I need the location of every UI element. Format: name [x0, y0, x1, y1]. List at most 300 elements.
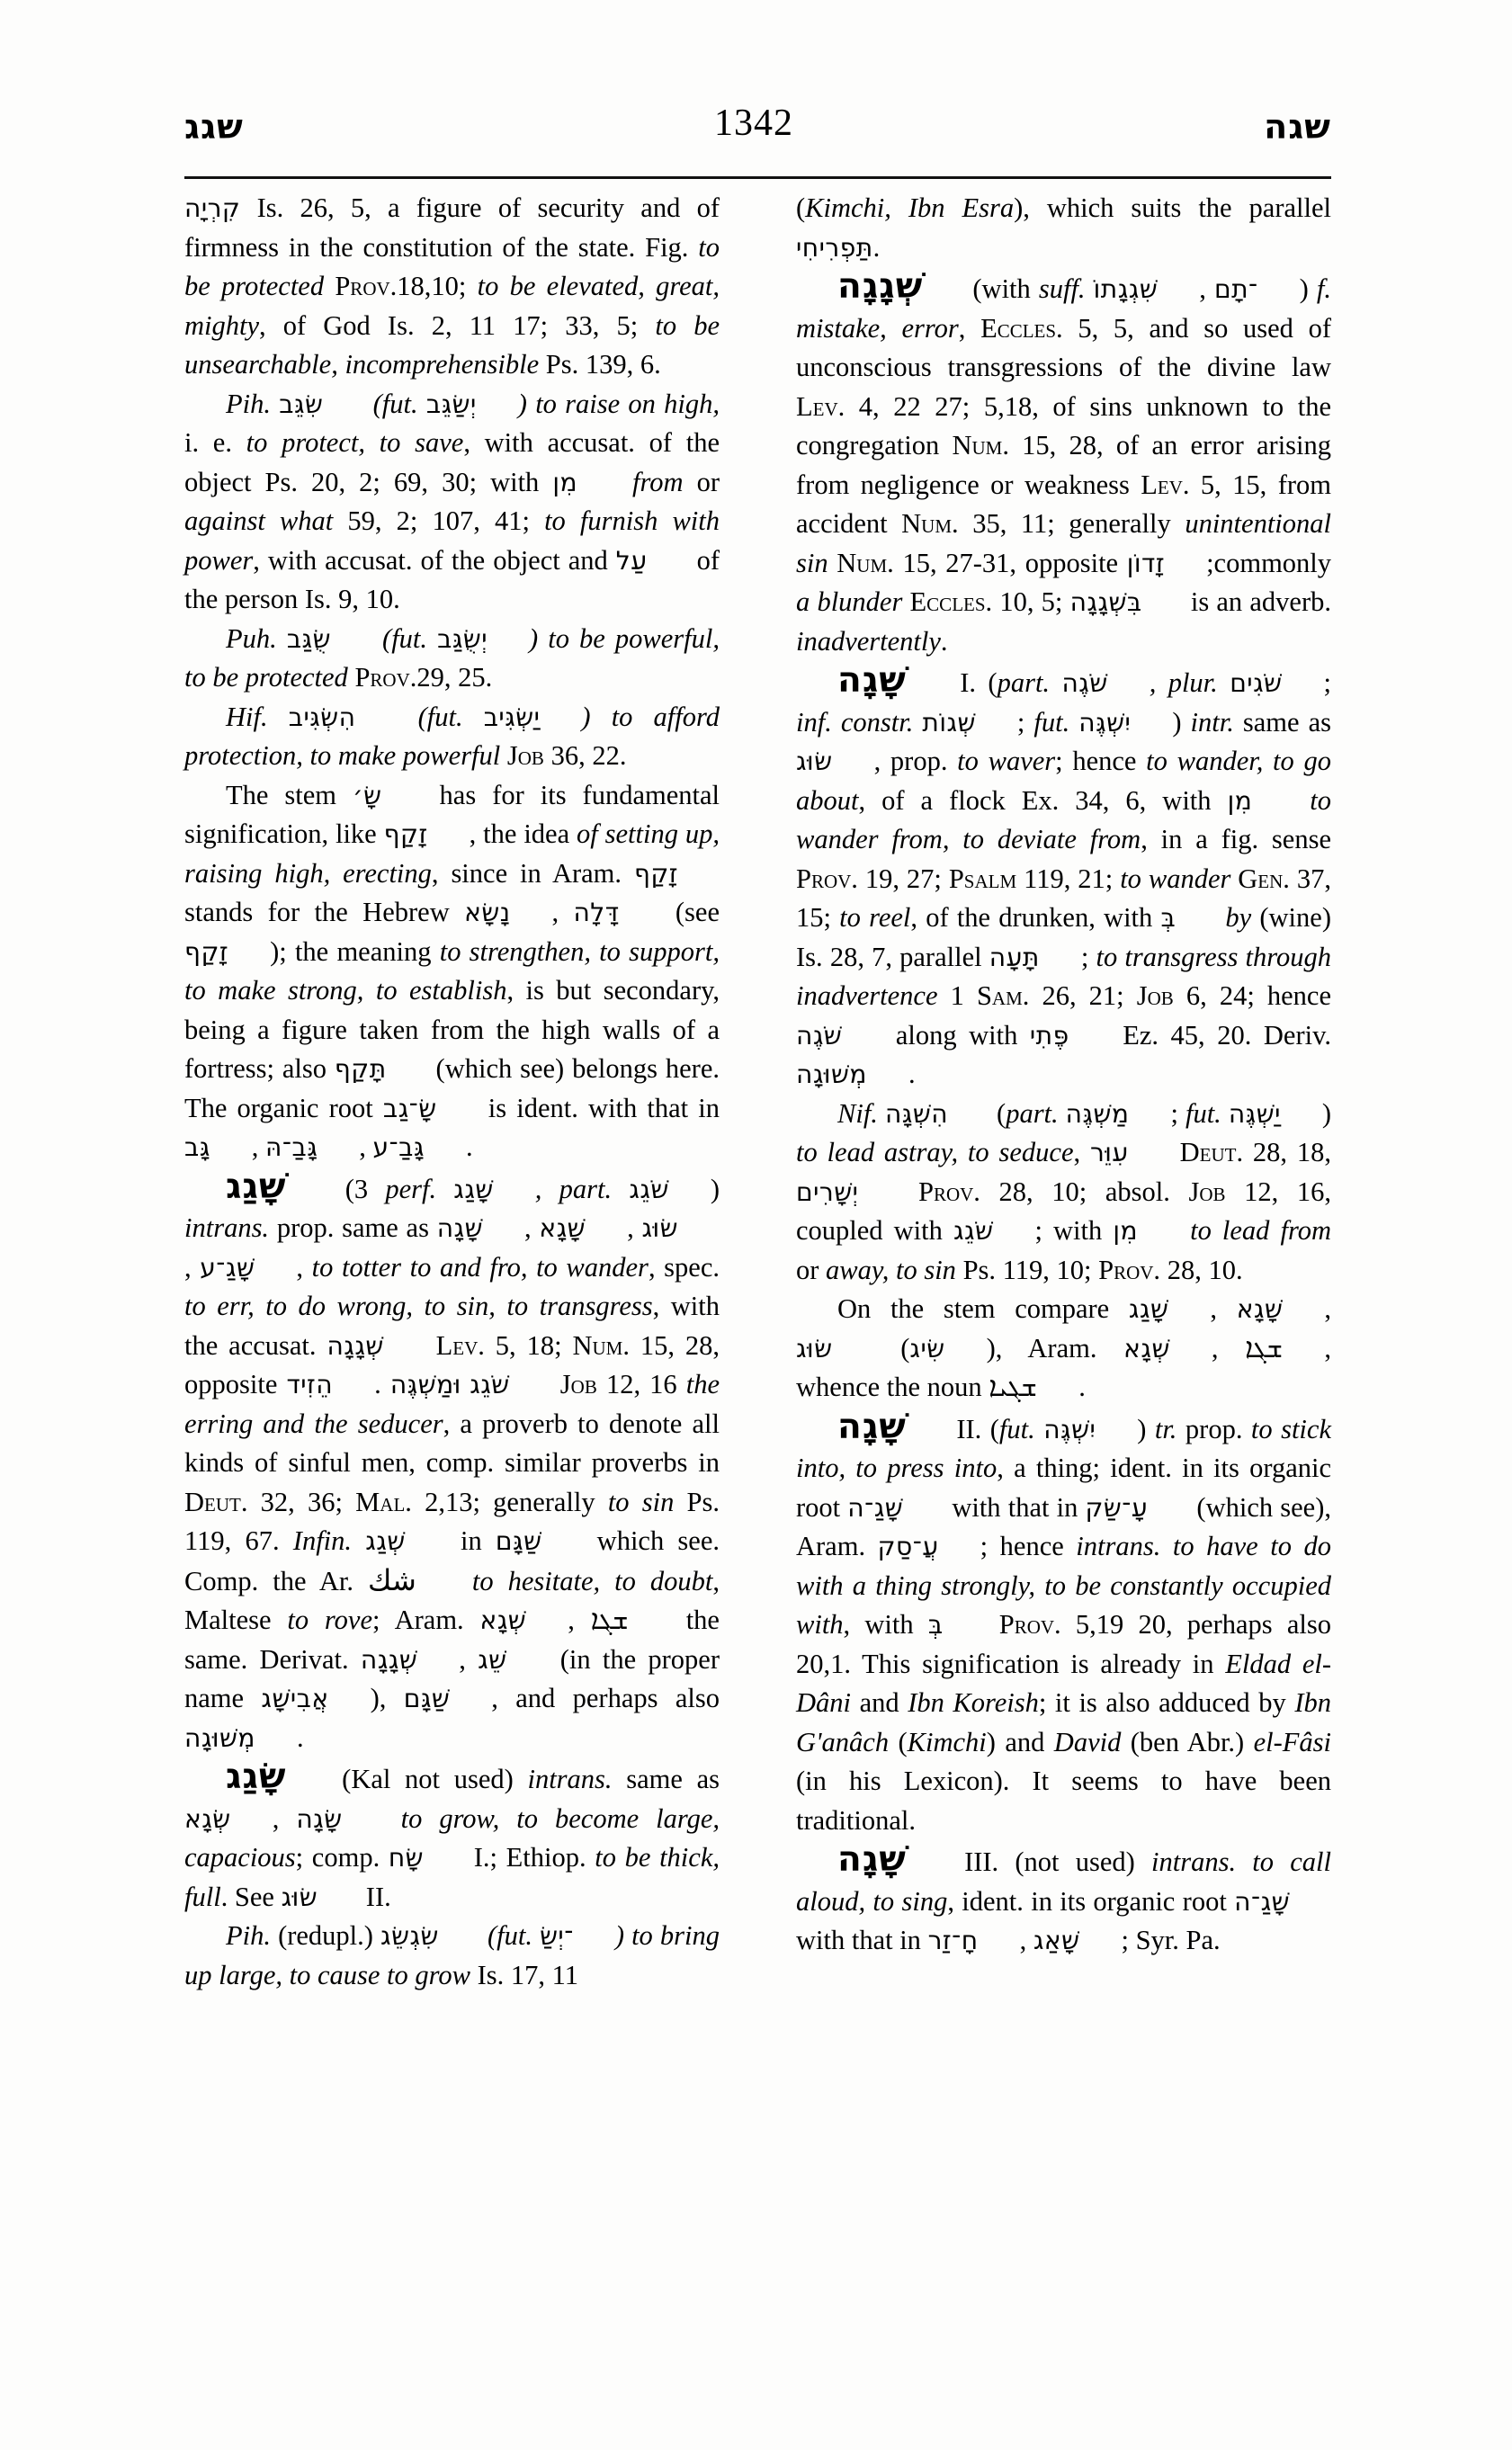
- hebrew-word: הֵזִיד: [286, 1370, 334, 1399]
- hebrew-word: מְשׁוּגָה: [796, 1060, 867, 1089]
- text-run: ,: [568, 1605, 591, 1635]
- italic-run: Ibn G'anâch: [796, 1687, 1331, 1757]
- hebrew-word: שְׁגַג: [365, 1526, 406, 1556]
- hebrew-word: תַּפְרִיחִי: [796, 232, 873, 263]
- reference-abbrev: Job: [559, 1369, 597, 1399]
- hebrew-word: שָׁגָא: [1236, 1294, 1284, 1324]
- text-run: ); the meaning: [270, 935, 440, 967]
- text-run: , a thing; ident. in its organic root: [796, 1453, 1332, 1523]
- text-run: ,: [1210, 1293, 1237, 1324]
- text-run: ,: [1199, 273, 1214, 304]
- text-run: ,: [958, 312, 981, 344]
- italic-run: tr.: [1154, 1413, 1185, 1444]
- running-head: [184, 88, 1331, 147]
- text-run: (redupl.): [278, 1920, 381, 1951]
- text-run: 19, 27;: [857, 863, 949, 894]
- text-run: , Maltese: [184, 1565, 720, 1635]
- text-run: 59, 2; 107, 41;: [347, 505, 545, 536]
- hebrew-word: גָּבַ־ע: [372, 1132, 425, 1162]
- entry-paragraph: [184, 1757, 720, 1917]
- italic-run: to err, to do wrong, to sin, to transgress: [184, 1291, 653, 1321]
- hebrew-word: שְׁגָגָה: [327, 1330, 384, 1361]
- reference-abbrev: Prov.: [1098, 1254, 1161, 1285]
- italic-run: to stick into, to press into: [796, 1413, 1331, 1483]
- text-run: .: [374, 1369, 390, 1399]
- italic-run: intrans. to call aloud, to sing: [796, 1846, 1331, 1917]
- hebrew-word: שִׂגְשֵׂג: [380, 1921, 439, 1951]
- text-run: [458, 1566, 472, 1596]
- hebrew-word: שׂוּג: [796, 747, 833, 776]
- reference-abbrev: Eccles.: [909, 586, 993, 617]
- entry-paragraph: [184, 385, 720, 620]
- hebrew-word: שֹׁגֵג: [629, 1174, 669, 1204]
- hebrew-word: שׂוּג: [641, 1213, 679, 1243]
- text-run: ),: [370, 1683, 404, 1713]
- text-run: 5, 15, from accident: [796, 469, 1331, 539]
- text-run: ; Aram.: [371, 1605, 480, 1635]
- reference-abbrev: Deut.: [184, 1486, 248, 1517]
- text-run: ,: [523, 1212, 540, 1243]
- italic-run: by: [1217, 902, 1260, 933]
- italic-run: fut.: [1185, 1097, 1229, 1129]
- reference-abbrev: Sam.: [976, 980, 1030, 1011]
- text-run: , a proverb to denote all kinds of sinful men, comp. similar proverbs in: [184, 1408, 720, 1478]
- text-run: The stem: [226, 779, 353, 810]
- italic-run: to lead from: [1179, 1215, 1332, 1246]
- reference-abbrev: Lev.: [435, 1329, 485, 1361]
- text-run: II. (: [947, 1413, 999, 1444]
- text-run: Ez. 45, 20. Deriv.: [1110, 1019, 1331, 1051]
- hebrew-word: פֶּתִי: [1029, 1020, 1069, 1051]
- italic-run: fut.: [1033, 706, 1079, 738]
- reference-abbrev: Gen.: [1238, 863, 1290, 894]
- italic-run: f. mistake, error: [796, 273, 1331, 344]
- hebrew-word: שָׁאַג: [1033, 1926, 1080, 1955]
- text-run: , of a flock Ex. 34, 6, with: [858, 784, 1228, 816]
- hebrew-word: בִּשְׁגָגָה: [1069, 587, 1142, 617]
- text-run: 12, 16, coupled with: [796, 1176, 1332, 1246]
- text-run: , with accusat. of the object Ps. 20, 2; 69, 30; with: [184, 427, 720, 497]
- left-column: [184, 189, 720, 2365]
- text-run: (which see) belongs here. The organic root: [184, 1053, 720, 1123]
- entry-headword: שָׁגַג: [226, 1166, 287, 1207]
- italic-run: against what: [184, 505, 348, 536]
- text-run: ), which suits the parallel: [1014, 192, 1331, 223]
- text-run: ,: [251, 1131, 266, 1162]
- entry-paragraph: [184, 698, 720, 776]
- text-run: , since in Aram.: [431, 857, 634, 889]
- hebrew-word: שִׂיג: [909, 1333, 945, 1364]
- text-run: ): [1321, 1097, 1332, 1129]
- text-run: is an adverb.: [1183, 586, 1331, 617]
- hebrew-word: זָקַף: [184, 936, 229, 967]
- reference-abbrev: Num.: [572, 1329, 630, 1361]
- body-columns: [184, 189, 1331, 2365]
- text-run: ) and: [986, 1726, 1054, 1757]
- text-run: .: [465, 1131, 473, 1162]
- text-run: (: [873, 1332, 910, 1364]
- text-run: Ps. 119, 67.: [184, 1486, 720, 1556]
- text-run: ): [1137, 1413, 1155, 1444]
- text-run: , in a fig. sense: [1141, 824, 1331, 854]
- text-run: [425, 1330, 436, 1361]
- text-run: ;: [1323, 667, 1331, 698]
- italic-run: to wander, to go about: [796, 746, 1331, 816]
- reference-abbrev: Prov.: [796, 863, 858, 894]
- italic-run: David: [1053, 1726, 1131, 1757]
- hebrew-word: עִוֵּר: [1089, 1138, 1129, 1167]
- text-run: with that in: [796, 1925, 928, 1955]
- italic-run: Pih.: [226, 388, 280, 419]
- text-run: Is. 26, 5, a figure of security and of firmness in the constitution of the state. Fig.: [184, 192, 720, 263]
- text-run: 5, 18;: [484, 1329, 573, 1361]
- text-run: ), Aram.: [986, 1332, 1124, 1364]
- italic-run: Kimchi: [907, 1726, 987, 1757]
- text-run: (in the proper name: [184, 1643, 720, 1713]
- text-run: ,: [1073, 1137, 1090, 1167]
- text-run: .: [296, 1721, 304, 1753]
- text-run: (: [989, 1097, 1007, 1129]
- hebrew-word: זָקַף: [633, 858, 678, 889]
- reference-abbrev: Prov.: [998, 1609, 1061, 1640]
- text-run: ): [1299, 273, 1317, 304]
- entry-headword: שָׂגַג: [226, 1757, 287, 1797]
- text-run: same as: [626, 1764, 720, 1794]
- hebrew-word: שֹׁגֶה: [796, 1020, 843, 1051]
- text-run: , of God Is. 2, 11 17; 33, 5;: [259, 309, 656, 341]
- italic-run: Eldad el-Dâni: [796, 1648, 1332, 1718]
- text-run: .: [908, 1059, 916, 1089]
- text-run: [551, 1369, 560, 1399]
- entry-paragraph: [796, 1840, 1331, 1961]
- entry-paragraph: [184, 776, 720, 1167]
- italic-run: unintentional sin: [796, 508, 1331, 578]
- hebrew-word: מִן: [1113, 1216, 1139, 1246]
- italic-run: ) to raise on high,: [517, 388, 720, 419]
- hebrew-word: שֹׁגֶה: [1061, 668, 1108, 698]
- text-run: 26, 21;: [1029, 980, 1137, 1011]
- hebrew-word: שָׂח: [388, 1843, 425, 1873]
- hebrew-word: שָׁגַ־ה: [847, 1492, 904, 1523]
- entry-paragraph: [796, 189, 1331, 267]
- text-run: ,: [1211, 1332, 1246, 1364]
- italic-run: fut.: [998, 1413, 1044, 1444]
- italic-run: Kimchi, Ibn Esra: [805, 192, 1015, 223]
- reference-abbrev: Psalm: [948, 863, 1017, 894]
- hebrew-word: גָּבַ־הּ: [265, 1132, 318, 1162]
- text-run: 6, 24; hence: [1173, 980, 1331, 1011]
- text-run: along with: [883, 1019, 1030, 1051]
- hebrew-word: גָּב: [184, 1132, 210, 1162]
- italic-run: to wander: [1120, 863, 1239, 894]
- italic-run: intrans.: [527, 1764, 627, 1794]
- hebrew-word: מְשׁוּגָה: [184, 1722, 255, 1753]
- text-run: 5,19 20, perhaps also 20,1. This signification is already in: [796, 1609, 1331, 1679]
- reference-abbrev: Eccles.: [980, 312, 1063, 344]
- italic-run: intr.: [1190, 706, 1243, 738]
- text-run: ;: [1080, 941, 1096, 972]
- hebrew-word: יְשַׂגֵּב: [425, 389, 477, 419]
- italic-run: Puh.: [226, 622, 287, 654]
- syriac-word: ܫܓܝܐ: [989, 1372, 1038, 1403]
- text-run: ,: [459, 1643, 479, 1675]
- text-run: , with: [843, 1609, 928, 1640]
- text-run: ,: [1019, 1925, 1033, 1955]
- hebrew-word: יְשֻׂגַּב: [437, 623, 488, 654]
- text-run: , with the accusat.: [184, 1291, 720, 1361]
- text-run: 4, 22 27; 5,18, of sins unknown to the congregation: [796, 390, 1331, 460]
- hebrew-word: שַׁגָּם: [403, 1684, 451, 1713]
- italic-run: (fut.: [371, 622, 438, 654]
- italic-run: from: [619, 466, 697, 497]
- text-run: ): [710, 1173, 720, 1204]
- italic-run: a blunder: [796, 586, 910, 617]
- italic-run: suff.: [1038, 273, 1094, 304]
- italic-run: to be protected: [184, 231, 720, 301]
- text-run: (with: [964, 273, 1039, 304]
- italic-run: ) to bring up large, to cause to grow: [184, 1920, 720, 1990]
- reference-abbrev: Deut.: [1179, 1137, 1244, 1167]
- text-run: in: [446, 1525, 496, 1556]
- text-run: 1: [950, 980, 977, 1011]
- hebrew-word: מַשְׁגֶּה: [1065, 1098, 1130, 1129]
- italic-run: (fut.: [479, 1920, 541, 1951]
- text-run: 119, 21;: [1016, 863, 1121, 894]
- hebrew-word: שְׁגָא: [1123, 1333, 1170, 1364]
- italic-run: part.: [997, 667, 1062, 698]
- text-run: ,: [296, 1251, 312, 1283]
- text-run: 15, 28, of an error arising from negligence or weakness: [796, 430, 1332, 500]
- italic-run: ) to afford protection, to make powerful: [184, 701, 720, 771]
- text-run: (: [898, 1726, 908, 1757]
- text-run: 10, 5;: [992, 586, 1070, 617]
- hebrew-word: יִשְׁגֶּה: [1043, 1414, 1096, 1444]
- hebrew-word: ־יְשַׂ: [540, 1921, 574, 1951]
- reference-abbrev: Prov.: [354, 662, 417, 693]
- text-run: 28, 18,: [1243, 1137, 1332, 1167]
- running-head-right-hebrew: שגה: [1264, 107, 1331, 147]
- text-run: 5, 5, and so used of unconscious transgressions of the divine law: [796, 312, 1331, 382]
- hebrew-word: עַל: [615, 545, 648, 576]
- text-run: 35, 11; generally: [958, 508, 1185, 539]
- hebrew-word: מִן: [1227, 785, 1253, 816]
- reference-abbrev: Lev.: [796, 390, 845, 422]
- italic-run: to grow, to become large, capacious: [184, 1802, 720, 1873]
- hebrew-word: עָ־שַׂק: [1085, 1492, 1149, 1523]
- hebrew-word: שֹׁגִים: [1230, 668, 1283, 698]
- text-run: 28, 10.: [1160, 1254, 1243, 1285]
- hebrew-word: שְׁגָא: [479, 1605, 527, 1635]
- italic-run: to reel: [839, 902, 911, 933]
- text-run: 15, 27-31, opposite: [893, 547, 1127, 578]
- text-run: On the stem compare: [837, 1293, 1129, 1324]
- entry-headword: שָׁגָה: [837, 660, 907, 701]
- text-run: prop.: [1185, 1413, 1251, 1444]
- text-run: . See: [220, 1881, 282, 1912]
- hebrew-word: זָדוֹן: [1126, 548, 1166, 578]
- hebrew-word: יַשְׂגִּיב: [483, 702, 541, 732]
- hebrew-word: שְׁגָגָה: [360, 1644, 418, 1675]
- text-run: , of the drunken, with: [910, 902, 1161, 933]
- hebrew-word: שֹׁגֵג: [953, 1216, 994, 1246]
- text-run: (: [796, 192, 806, 223]
- text-run: the same. Derivat.: [184, 1605, 720, 1675]
- italic-run: el-Fâsi: [1253, 1726, 1332, 1757]
- text-run: ;commonly: [1206, 547, 1332, 578]
- text-run: (ben Abr.): [1130, 1726, 1254, 1757]
- hebrew-word: דָּלָה: [573, 898, 620, 927]
- text-run: II.: [359, 1881, 391, 1912]
- italic-run: to totter to and fro, to wander: [311, 1251, 649, 1283]
- hebrew-word: בְּ: [1160, 903, 1176, 933]
- text-run: 28, 10; absol.: [980, 1176, 1189, 1207]
- hebrew-word: יַשְׁגֶּה: [1228, 1098, 1281, 1129]
- text-run: ; hence: [1055, 746, 1147, 776]
- hebrew-word: ־תָם: [1213, 274, 1258, 304]
- text-run: [985, 1609, 999, 1640]
- hebrew-word: יְשָׁרִים: [796, 1176, 859, 1207]
- text-run: ; Syr. Pa.: [1121, 1925, 1221, 1955]
- hebrew-word: שָׂגָה: [296, 1803, 343, 1834]
- text-run: 15, 28, opposite: [184, 1329, 720, 1399]
- italic-run: to hesitate, to doubt: [471, 1565, 713, 1596]
- text-run: , prop.: [873, 746, 958, 776]
- hebrew-word: שָׁגָה: [436, 1213, 483, 1243]
- text-run: prop. same as: [276, 1212, 437, 1243]
- text-run: (Kal not used): [327, 1764, 528, 1794]
- italic-run: part.: [1006, 1097, 1066, 1129]
- italic-run: to rove: [287, 1605, 372, 1635]
- italic-run: intrans.: [184, 1212, 277, 1243]
- text-run: .: [1078, 1372, 1086, 1402]
- right-column: [796, 189, 1331, 2365]
- entry-paragraph: [796, 1095, 1331, 1291]
- italic-run: of setting up, raising high, erecting: [184, 818, 720, 889]
- hebrew-word: הִשְׂגִּיב: [288, 702, 356, 732]
- page-number: 1342: [713, 103, 793, 144]
- reference-abbrev: Mal.: [355, 1486, 412, 1517]
- text-run: ;: [1170, 1097, 1185, 1129]
- hebrew-word: שִׂגֵּב: [279, 389, 324, 419]
- text-run: , and perhaps also: [491, 1683, 720, 1713]
- text-run: which see. Comp. the Ar.: [184, 1525, 720, 1596]
- text-run: or: [696, 466, 720, 497]
- syriac-word: ܫܓܐ: [590, 1605, 629, 1636]
- italic-run: to protect, to save: [246, 427, 464, 458]
- hebrew-word: יִשְׁגֶּה: [1078, 707, 1132, 738]
- hebrew-word: בְּ: [927, 1610, 944, 1640]
- text-run: has for its fundamental signification, like: [184, 779, 720, 849]
- italic-run: Hif.: [226, 701, 289, 732]
- reference-abbrev: Num.: [837, 547, 894, 578]
- text-run: (in his Lexicon). It seems to have been traditional.: [796, 1766, 1331, 1836]
- hebrew-word: שָׁגָא: [539, 1213, 586, 1243]
- text-run: ,: [359, 1131, 373, 1162]
- hebrew-word: חָ־זַר: [927, 1926, 979, 1955]
- text-run: ,: [551, 897, 574, 927]
- hebrew-word: שׂוּג: [796, 1333, 833, 1364]
- italic-run: to transgress through inadvertence: [796, 941, 1331, 1011]
- hebrew-word: שָׁגַ־ע: [200, 1252, 255, 1283]
- italic-run: to sin: [607, 1486, 687, 1517]
- italic-run: away, to sin: [826, 1254, 963, 1285]
- text-run: , whence the noun: [796, 1332, 1331, 1402]
- text-run: 12, 16: [596, 1369, 686, 1399]
- hebrew-word: שַׁגָּם: [495, 1526, 542, 1556]
- hebrew-word: זָקַף: [383, 819, 428, 849]
- italic-run: perf.: [385, 1173, 454, 1204]
- italic-run: inf. constr.: [796, 706, 923, 738]
- text-run: ,: [184, 1251, 201, 1283]
- text-run: 2,13; generally: [411, 1486, 608, 1517]
- hebrew-word: שֻׂגַּב: [286, 623, 331, 654]
- italic-run: to waver: [957, 746, 1056, 776]
- hebrew-word: שׂוּג: [281, 1882, 318, 1912]
- italic-run: Nif.: [837, 1097, 885, 1129]
- text-run: Ps. 119, 10;: [962, 1254, 1099, 1285]
- italic-run: the erring and the seducer: [184, 1369, 720, 1439]
- text-run: , the idea: [469, 818, 577, 849]
- text-run: or: [796, 1254, 827, 1285]
- entry-paragraph: [184, 1917, 720, 1995]
- text-run: of the person Is. 9, 10.: [184, 544, 720, 614]
- entry-paragraph: [796, 1290, 1331, 1408]
- entry-headword: שָׁגָה: [837, 1406, 907, 1447]
- text-run: ; it is also adduced by: [1038, 1687, 1295, 1718]
- hebrew-word: שֹׁגֵג וּמַשְׁגֶּה: [389, 1370, 510, 1399]
- italic-run: ) to be powerful, to be protected: [184, 622, 720, 693]
- italic-run: to be thick, full: [184, 1842, 720, 1912]
- hebrew-word: עֲ־סַק: [877, 1532, 939, 1561]
- text-run: , spec.: [648, 1251, 720, 1283]
- text-run: Is. 17, 11: [477, 1959, 579, 1990]
- hebrew-word: שָׁגַג: [1128, 1294, 1169, 1324]
- reference-abbrev: Num.: [952, 430, 1009, 460]
- italic-run: intrans. to have to do with a thing strongly, to be constantly occupied with: [796, 1531, 1331, 1640]
- reference-abbrev: Lev.: [1141, 469, 1190, 500]
- text-run: (which see), Aram.: [796, 1491, 1331, 1561]
- reference-abbrev: Job: [1188, 1176, 1226, 1207]
- text-run: 32, 36;: [247, 1486, 356, 1517]
- italic-run: to furnish with power: [184, 505, 720, 576]
- text-run: (see: [660, 897, 720, 927]
- text-run: [1170, 1137, 1180, 1167]
- text-run: i. e.: [184, 427, 246, 458]
- text-run: 18,10;: [397, 271, 478, 301]
- entry-paragraph: [796, 267, 1331, 661]
- text-run: stands for the Hebrew: [184, 897, 465, 927]
- text-run: Ps. 139, 6.: [545, 349, 661, 380]
- text-run: .: [872, 231, 881, 263]
- italic-run: to lead astray, to seduce: [796, 1137, 1074, 1167]
- syriac-word: ܫܓܐ: [1245, 1332, 1284, 1364]
- text-run: ): [1172, 706, 1191, 738]
- reference-abbrev: Job: [1136, 980, 1174, 1011]
- italic-run: inadvertently: [796, 625, 941, 657]
- reference-abbrev: Prov.: [335, 271, 398, 301]
- entry-paragraph: [184, 1167, 720, 1758]
- italic-run: Ibn Koreish: [908, 1687, 1039, 1718]
- italic-run: to wander from, to deviate from: [796, 784, 1332, 854]
- italic-run: to be elevated, great, mighty: [184, 271, 720, 341]
- entry-paragraph: [184, 620, 720, 698]
- text-run: is ident. with that in: [478, 1092, 720, 1123]
- text-run: (3: [327, 1173, 386, 1204]
- hebrew-word: קִרְיָה: [184, 193, 241, 223]
- text-run: I. (: [947, 667, 998, 698]
- text-run: , with accusat. of the object and: [253, 544, 616, 576]
- text-run: ; hence: [980, 1531, 1077, 1561]
